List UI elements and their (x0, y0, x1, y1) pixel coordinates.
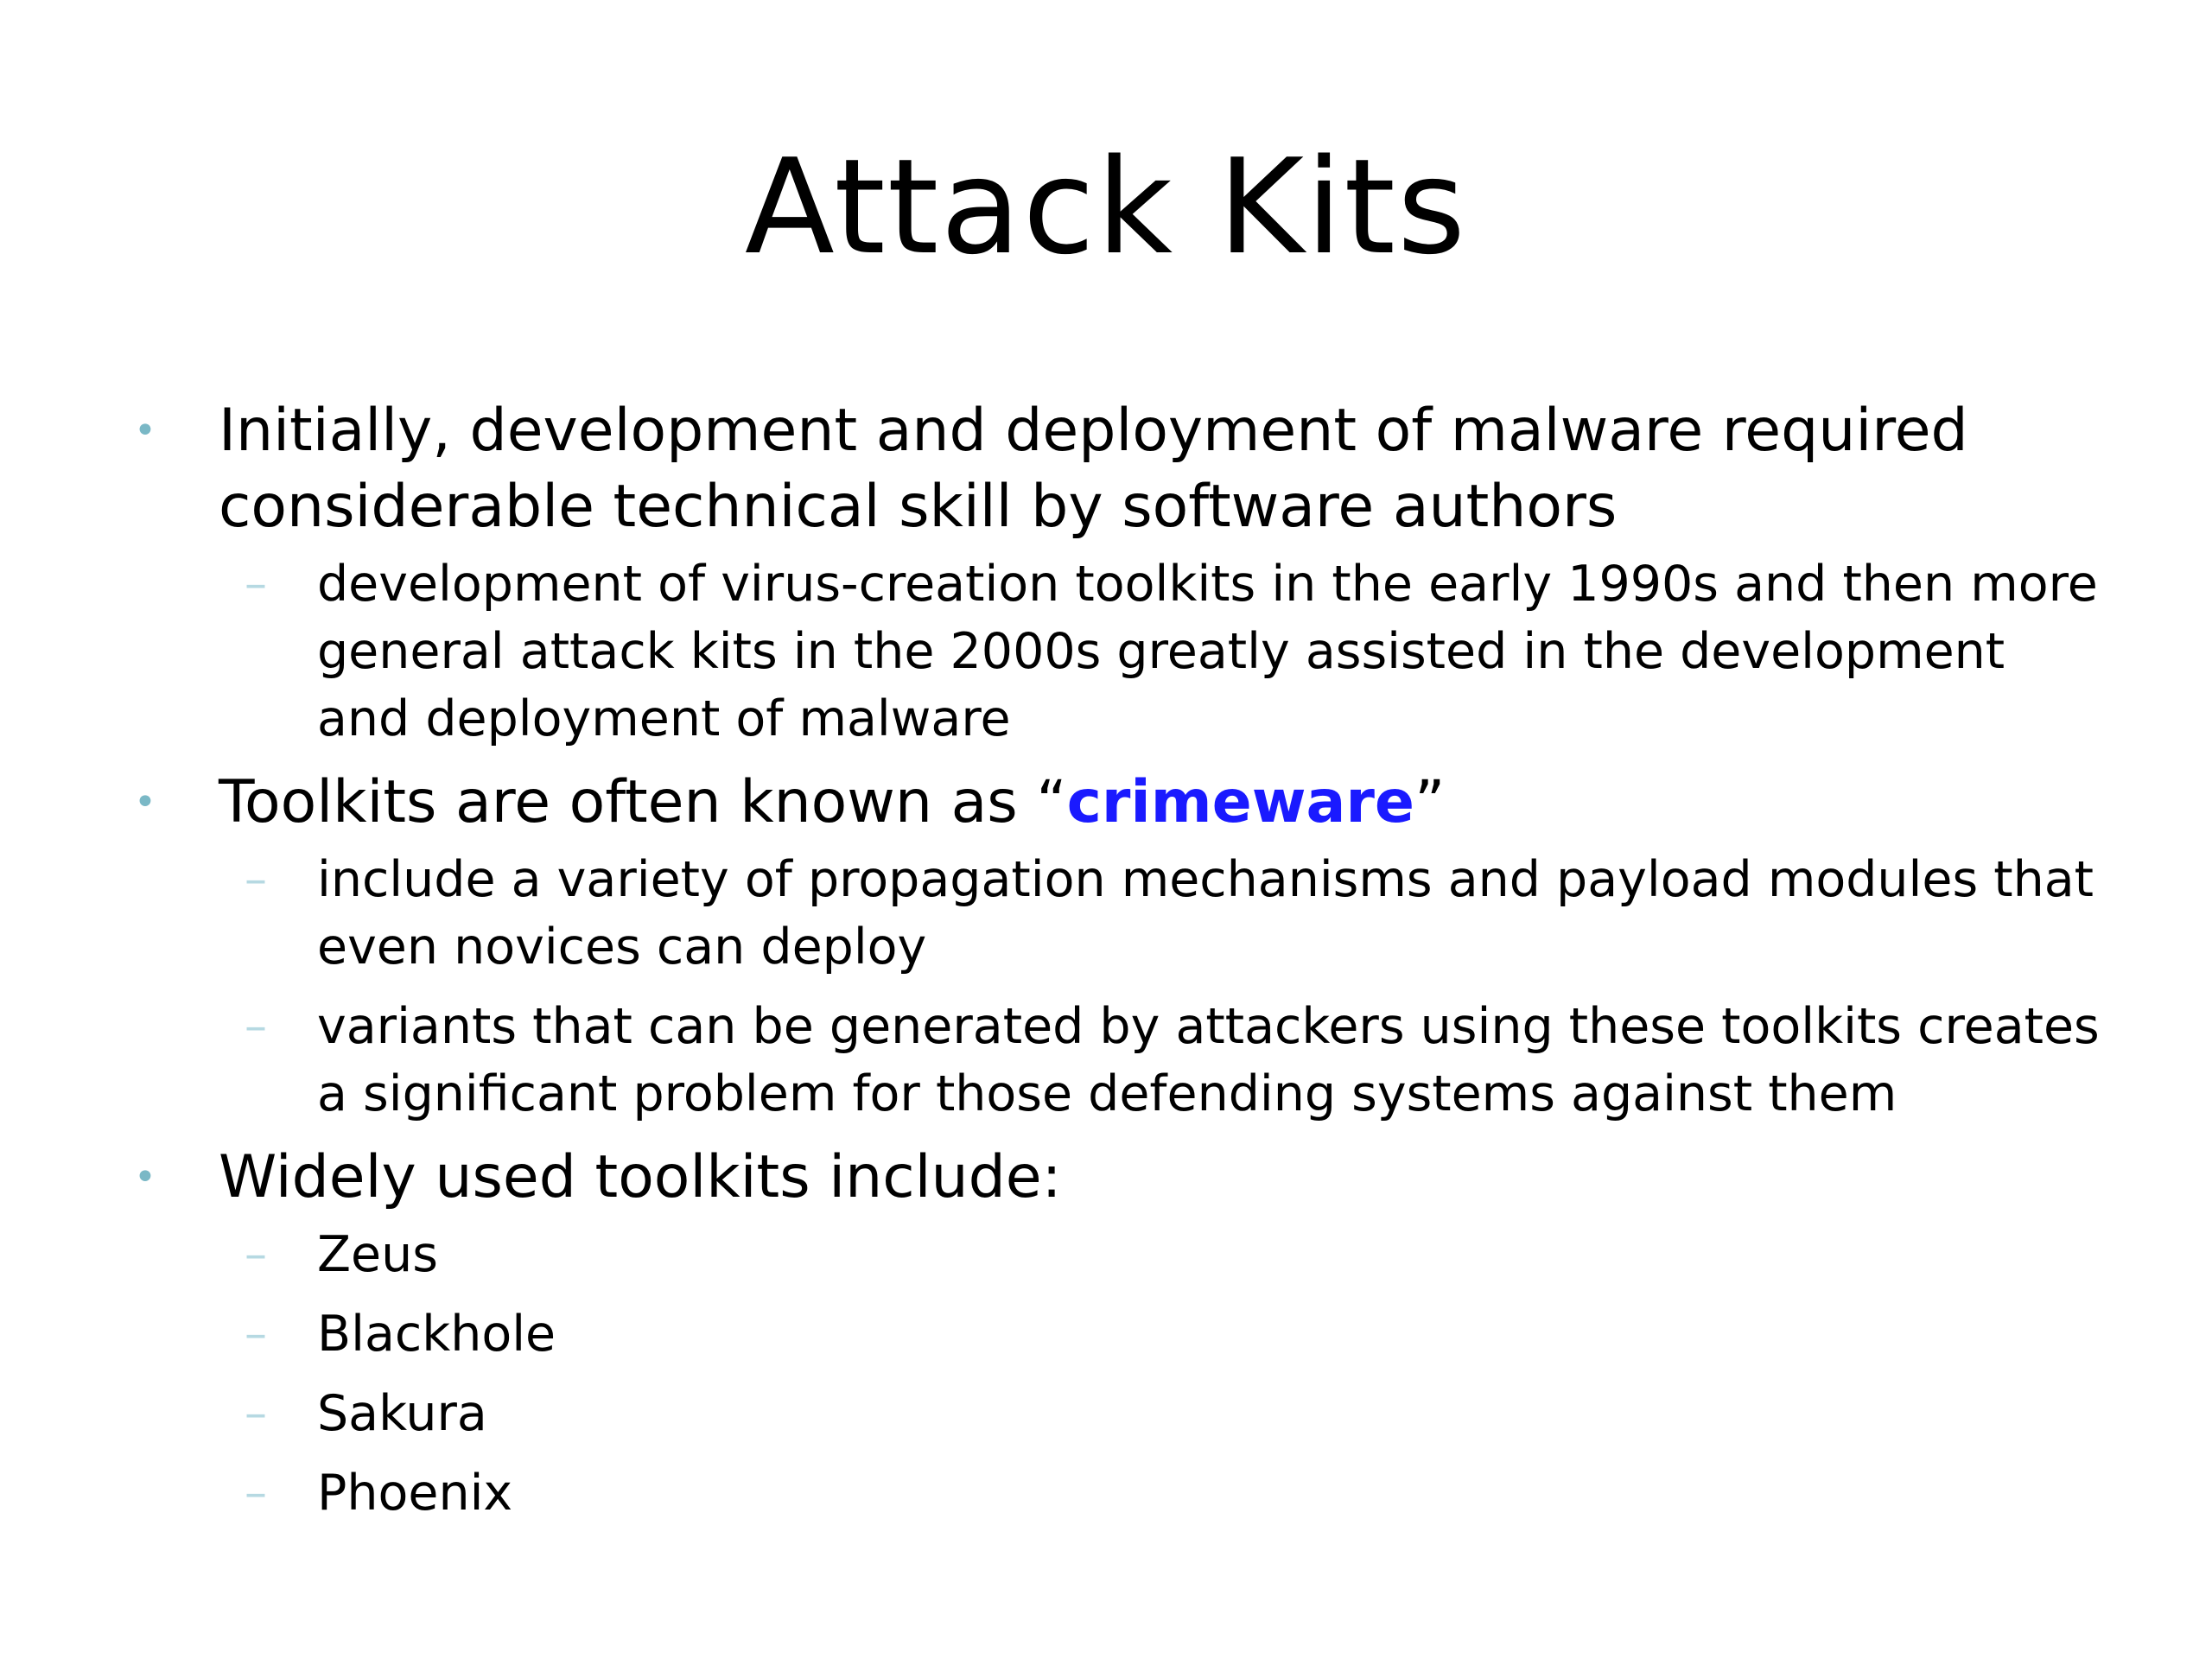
sub-bullet-item (134, 1300, 2113, 1368)
toolkit-name: Zeus (317, 1226, 438, 1283)
toolkit-name: Sakura (317, 1385, 487, 1442)
sub-bullet-text: development of virus-creation toolkits in the early 1990s and then more general attack kits in the 2000s greatly assisted in the development and deployment of malware (317, 556, 2098, 747)
toolkit-name: Phoenix (317, 1465, 513, 1522)
bullet-text-before: Toolkits are often known as “ (219, 768, 1067, 836)
bullet-text: Widely used toolkits include: (219, 1143, 1062, 1211)
bullet-icon: • (134, 409, 156, 453)
sub-bullet-item (134, 1380, 2113, 1447)
sub-bullet-text: include a variety of propagation mechanisms and payload modules that even novices can deploy (317, 851, 2094, 976)
slide-title: Attack Kits (744, 130, 1468, 283)
toolkit-name: Blackhole (317, 1306, 556, 1363)
bullet-item (134, 393, 2113, 545)
dash-icon: – (245, 1388, 267, 1440)
sub-bullet-item (134, 1459, 2113, 1527)
sub-bullet-text: variants that can be generated by attackers using these toolkits creates a significant problem for those defending systems against them (317, 998, 2100, 1122)
bullet-icon: • (134, 780, 156, 824)
bullet-text: Initially, development and deployment of malware required considerable technical skill by software authors (219, 397, 1968, 541)
bullet-text-after: ” (1414, 768, 1446, 836)
dash-icon: – (245, 1001, 267, 1052)
dash-icon: – (245, 854, 267, 906)
sub-bullet-item (134, 846, 2113, 981)
slide-body (134, 393, 2113, 1539)
dash-icon: – (245, 1229, 267, 1281)
bullet-item (134, 765, 2113, 841)
sub-bullet-item (134, 550, 2113, 753)
dash-icon: – (245, 1467, 267, 1519)
sub-bullet-item (134, 993, 2113, 1128)
dash-icon: – (245, 1308, 267, 1360)
crimeware-highlight: crimeware (1066, 768, 1415, 836)
dash-icon: – (245, 558, 267, 610)
sub-bullet-item (134, 1221, 2113, 1288)
bullet-icon: • (134, 1155, 156, 1199)
bullet-item (134, 1140, 2113, 1216)
